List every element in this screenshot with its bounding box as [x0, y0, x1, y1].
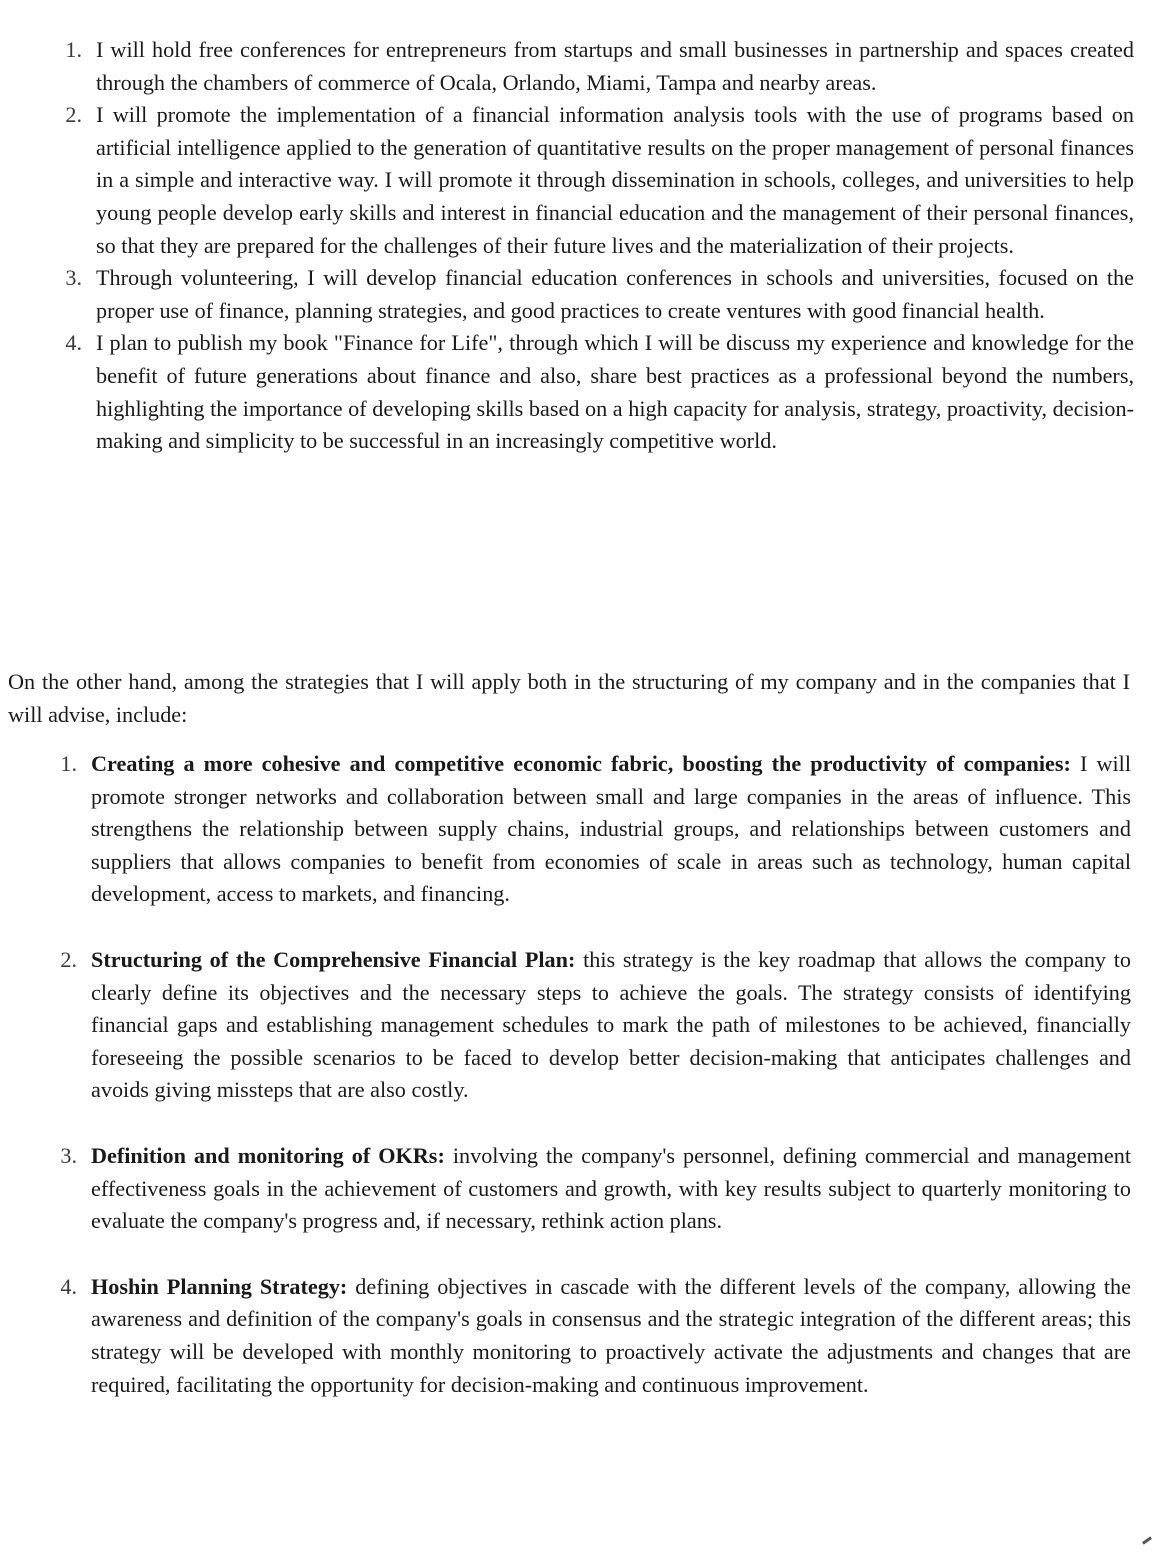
list-item [65, 99, 1134, 262]
list-item-text: I will hold free conferences for entrepreneurs from startups and small businesses in partnership and spaces created through the chambers of commerce of Ocala, Orlando, Miami, Tampa and nearby areas. [96, 37, 1134, 95]
list-item-text: Through volunteering, I will develop financial education conferences in schools and universities, focused on the proper use of finance, planning strategies, and good practices to create ventures with good financial health. [96, 265, 1134, 323]
list-item [65, 327, 1134, 457]
strategy-heading: Creating a more cohesive and competitive economic fabric, boosting the productivity of companies: [91, 751, 1071, 776]
strategies-intro-paragraph: On the other hand, among the strategies that I will apply both in the structuring of my company and in the companies that I will advise, include: [8, 669, 1130, 727]
list-item [60, 748, 1131, 911]
list-item [60, 944, 1131, 1107]
list-number: 3. [65, 265, 82, 291]
list-item-text: this strategy is the key roadmap that allows the company to clearly define its objectives and the necessary steps to achieve the goals. The strategy consists of identifying financial gaps and establishing management schedules to mark the path of milestones to be achieved, financially foreseeing the possible scenarios to be faced to develop better decision-making that anticipates challenges and avoids giving missteps that are also costly. [91, 946, 1131, 1103]
list-item [65, 262, 1134, 327]
list-item [60, 1271, 1131, 1401]
list-number: 4. [65, 330, 82, 356]
strategy-heading: Structuring of the Comprehensive Financial Plan: [91, 946, 576, 972]
list-item [60, 1140, 1131, 1238]
list-item-text: I plan to publish my book "Finance for Life", through which I will be discuss my experience and knowledge for the benefit of future generations about finance and also, share best practices as a professional beyond the numbers, highlighting the importance of developing skills based on a high capacity for analysis, strategy, proactivity, decision-making and simplicity to be successful in an increasingly competitive world. [96, 330, 1134, 454]
scan-mark [1142, 1536, 1152, 1544]
list-item-text: I will promote stronger networks and collaboration between small and large companies in the areas of influence. This strengthens the relationship between supply chains, industrial groups, and relationships between customers and suppliers that allows companies to benefit from economies of scale in areas such as technology, human capital development, access to markets, and financing. [91, 751, 1131, 907]
strategy-heading: Hoshin Planning Strategy: [91, 1273, 348, 1299]
initiatives-list [65, 34, 1134, 458]
list-number: 2. [60, 946, 77, 972]
strategy-heading: Definition and monitoring of OKRs: [91, 1142, 445, 1168]
list-number: 3. [60, 1142, 77, 1168]
list-item-text: defining objectives in cascade with the different levels of the company, allowing the awareness and definition of the company's goals in consensus and the strategic integration of the different areas; this strategy will be developed with monthly monitoring to proactively activate the adjustments and changes that are required, facilitating the opportunity for decision-making and continuous improvement. [91, 1273, 1131, 1397]
list-item-text: involving the company's personnel, defining commercial and management effectiveness goals in the achievement of customers and growth, with key results subject to quarterly monitoring to evaluate the company's progress and, if necessary, rethink action plans. [91, 1142, 1131, 1234]
list-number: 2. [65, 102, 82, 128]
list-number: 1. [60, 751, 77, 776]
strategies-list [60, 748, 1131, 1401]
list-number: 4. [60, 1273, 77, 1299]
list-number: 1. [65, 37, 82, 62]
list-item [65, 34, 1134, 99]
list-item-text: I will promote the implementation of a financial information analysis tools with the use of programs based on artificial intelligence applied to the generation of quantitative results on the proper management of personal finances in a simple and interactive way. I will promote it through dissemination in schools, colleges, and universities to help young people develop early skills and interest in financial education and the management of their personal finances, so that they are prepared for the challenges of their future lives and the materialization of their projects. [96, 102, 1134, 258]
